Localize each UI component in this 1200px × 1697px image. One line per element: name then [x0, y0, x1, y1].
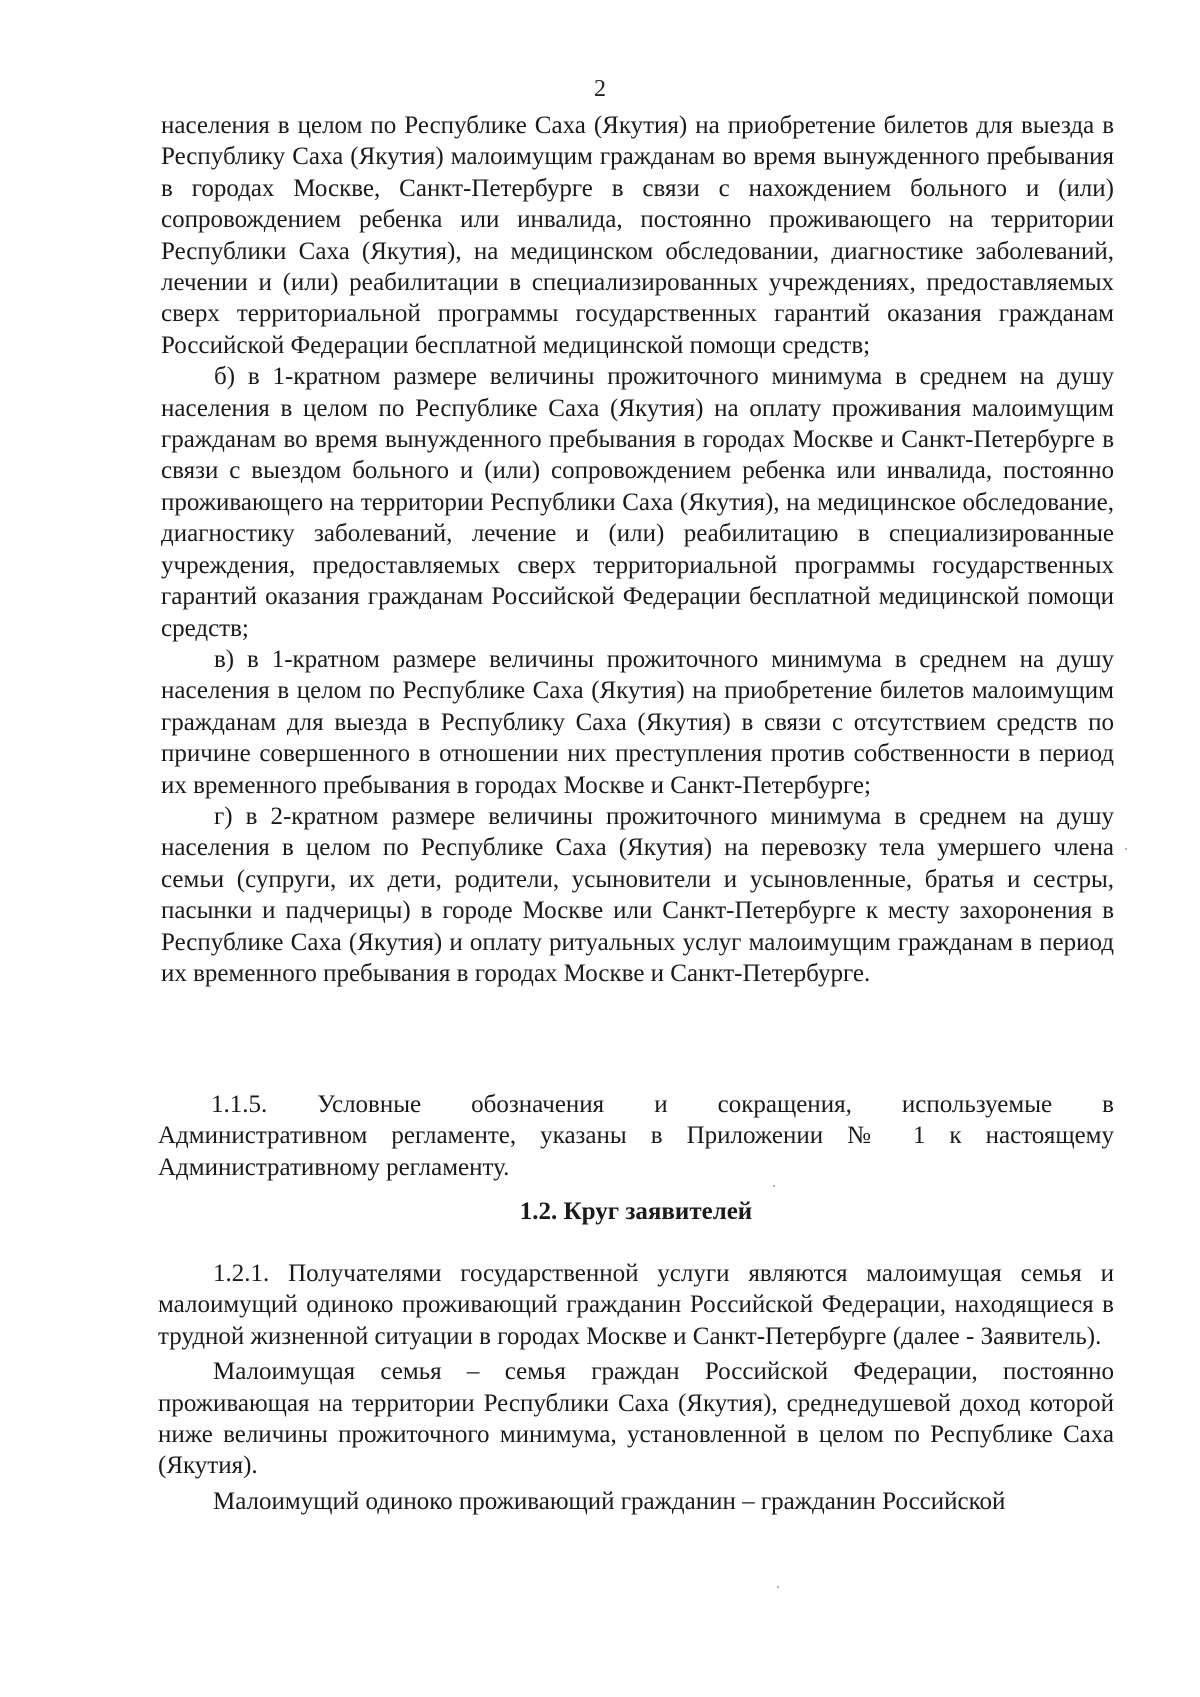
clause-word: сокращения, — [717, 1091, 852, 1118]
benefits-list — [161, 110, 1114, 989]
scan-speck — [777, 1586, 779, 1588]
clause-1-1-5 — [158, 1089, 1114, 1183]
paragraph-item-v: в) в 1-кратном размере величины прожиточного минимума в среднем на душу населения в целом по Республике Саха (Якутия) на приобретение билетов малоимущим гражданам для выезда в Республику Саха (Якутия) в связи с отсутствием средств по причине совершенного в отношении них преступления против собственности в период их временного пребывания в городах Москве и Санкт-Петербурге; — [161, 645, 1114, 799]
scan-speck — [1125, 848, 1127, 850]
clause-word: в — [1102, 1091, 1114, 1118]
clause-number: 1.1.5. — [211, 1091, 268, 1118]
clause-1-1-5-rest: Административном регламенте, указаны в Приложении № 1 к настоящему Административному регламенту. — [158, 1122, 1114, 1181]
section-heading: 1.2. Круг заявителей — [519, 1198, 753, 1225]
clause-word: и — [654, 1091, 668, 1118]
applicants-section — [158, 1258, 1114, 1521]
paragraph-1-2-1: 1.2.1. Получателями государственной услуги являются малоимущая семья и малоимущий одиноко проживающий гражданин Российской Федерации, находящиеся в трудной жизненной ситуации в городах Москве и Санкт-Петербурге (далее - Заявитель). — [158, 1260, 1114, 1350]
clause-1-1-5-first-line — [158, 1089, 1114, 1120]
clause-word: обозначения — [471, 1091, 605, 1118]
paragraph-item-b: б) в 1-кратном размере величины прожиточного минимума в среднем на душу населения в целом по Республике Саха (Якутия) на оплату проживания малоимущим гражданам во время вынужденного пребывания в городах Москве и Санкт-Петербурге в связи с выездом больного и (или) сопровождением ребенка или инвалида, постоянно проживающего на территории Республики Саха (Якутия), на медицинское обследование, диагностику заболеваний, лечение и (или) реабилитацию в специализированные учреждения, предоставляемых сверх территориальной программы государственных гарантий оказания гражданам Российской Федерации бесплатной медицинской помощи средств; — [161, 363, 1114, 642]
paragraph-continuation: населения в целом по Республике Саха (Якутия) на приобретение билетов для выезда в Республику Саха (Якутия) малоимущим гражданам во время вынужденного пребывания в городах Москве, Санкт-Петербурге в связи с нахождением больного и (или) сопровождением ребенка или инвалида, постоянно проживающего на территории Республики Саха (Якутия), на медицинском обследовании, диагностике заболеваний, лечении и (или) реабилитации в специализированных учреждениях, предоставляемых сверх территориальной программы государственных гарантий оказания гражданам Российской Федерации бесплатной медицинской помощи средств; — [161, 112, 1114, 359]
clause-word: используемые — [901, 1091, 1053, 1118]
paragraph-low-income-single: Малоимущий одиноко проживающий гражданин – гражданин Российской — [213, 1487, 1006, 1515]
page-number: 2 — [594, 76, 606, 102]
scan-speck — [773, 1185, 775, 1187]
clause-word: Условные — [317, 1091, 422, 1118]
paragraph-low-income-family: Малоимущая семья – семья граждан Российской Федерации, постоянно проживающая на территории Республики Саха (Якутия), среднедушевой доход которой ниже величины прожиточного минимума, установленной в целом по Республике Саха (Якутия). — [158, 1358, 1114, 1480]
paragraph-item-g: г) в 2-кратном размере величины прожиточного минимума в среднем на душу населения в целом по Республике Саха (Якутия) на перевозку тела умершего члена семьи (супруги, их дети, родители, усыновители и усыновленные, братья и сестры, пасынки и падчерицы) в городе Москве или Санкт-Петербурге к месту захоронения в Республике Саха (Якутия) и оплату ритуальных услуг малоимущим гражданам в период их временного пребывания в городах Москве и Санкт-Петербурге. — [161, 802, 1114, 987]
